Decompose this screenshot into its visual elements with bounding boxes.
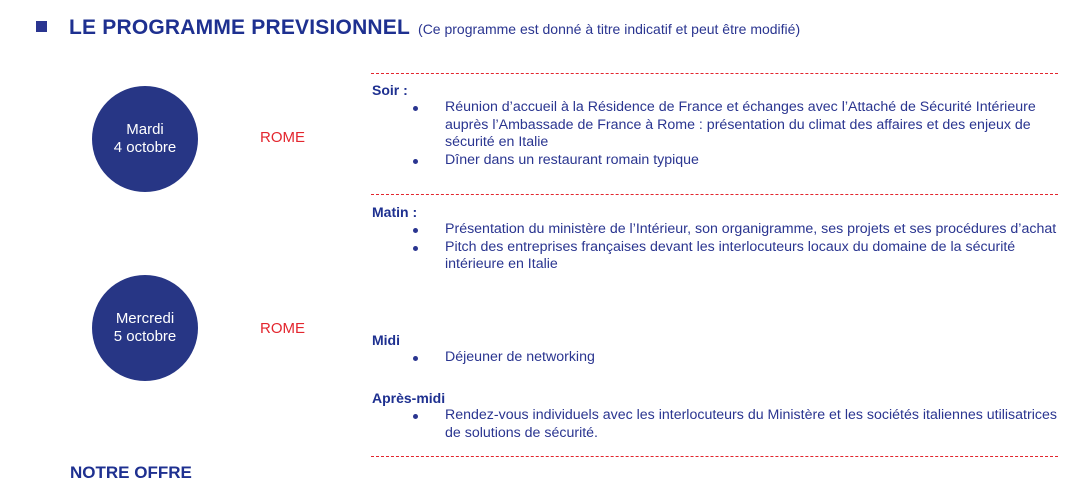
dashed-divider [371, 194, 1058, 195]
city-label: ROME [260, 320, 305, 337]
activity-list [372, 221, 1062, 274]
activity-item: Pitch des entreprises françaises devant les interlocuteurs locaux du domaine de la sécurité intérieure en Italie [372, 239, 1062, 274]
activity-list [372, 349, 1062, 367]
dashed-divider [371, 456, 1058, 457]
period-label: Matin : [372, 204, 418, 220]
activity-item: Dîner dans un restaurant romain typique [372, 152, 1062, 170]
heading-title: LE PROGRAMME PREVISIONNEL [69, 16, 411, 39]
day-circle-mercredi [92, 275, 198, 381]
day-program-mercredi-matin [372, 204, 1062, 274]
day-name: Mercredi [115, 310, 175, 327]
activity-item: Présentation du ministère de l’Intérieur, son organigramme, ses projets et ses procédures d’achat [372, 221, 1062, 239]
day-date: 4 octobre [113, 139, 177, 156]
activity-item: Rendez-vous individuels avec les interlocuteurs du Ministère et les sociétés italiennes utilisatrices de solutions de sécurité. [372, 407, 1062, 442]
period-label: Soir : [372, 82, 408, 98]
activity-item: Réunion d’accueil à la Résidence de France et échanges avec l’Attaché de Sécurité Intérieure auprès l’Ambassade de France à Rome : présentation du climat des affaires et des enjeux de sécurité en Italie [372, 99, 1062, 152]
heading-bullet-square [36, 21, 47, 32]
day-date: 5 octobre [113, 328, 177, 345]
activity-item: Déjeuner de networking [372, 349, 1062, 367]
day-program-mercredi-apres-midi [372, 390, 1062, 442]
heading-note: (Ce programme est donné à titre indicatif et peut être modifié) [418, 21, 801, 37]
day-program-mercredi-midi [372, 332, 1062, 367]
period-label: Midi [372, 332, 400, 348]
next-section-heading: NOTRE OFFRE [70, 463, 192, 482]
section-heading [36, 16, 800, 40]
activity-list [372, 99, 1062, 169]
city-label: ROME [260, 129, 305, 146]
day-circle-mardi [92, 86, 198, 192]
period-label: Après-midi [372, 390, 446, 406]
day-name: Mardi [126, 121, 164, 138]
activity-list [372, 407, 1062, 442]
day-program-mardi [372, 82, 1062, 169]
dashed-divider [371, 73, 1058, 74]
